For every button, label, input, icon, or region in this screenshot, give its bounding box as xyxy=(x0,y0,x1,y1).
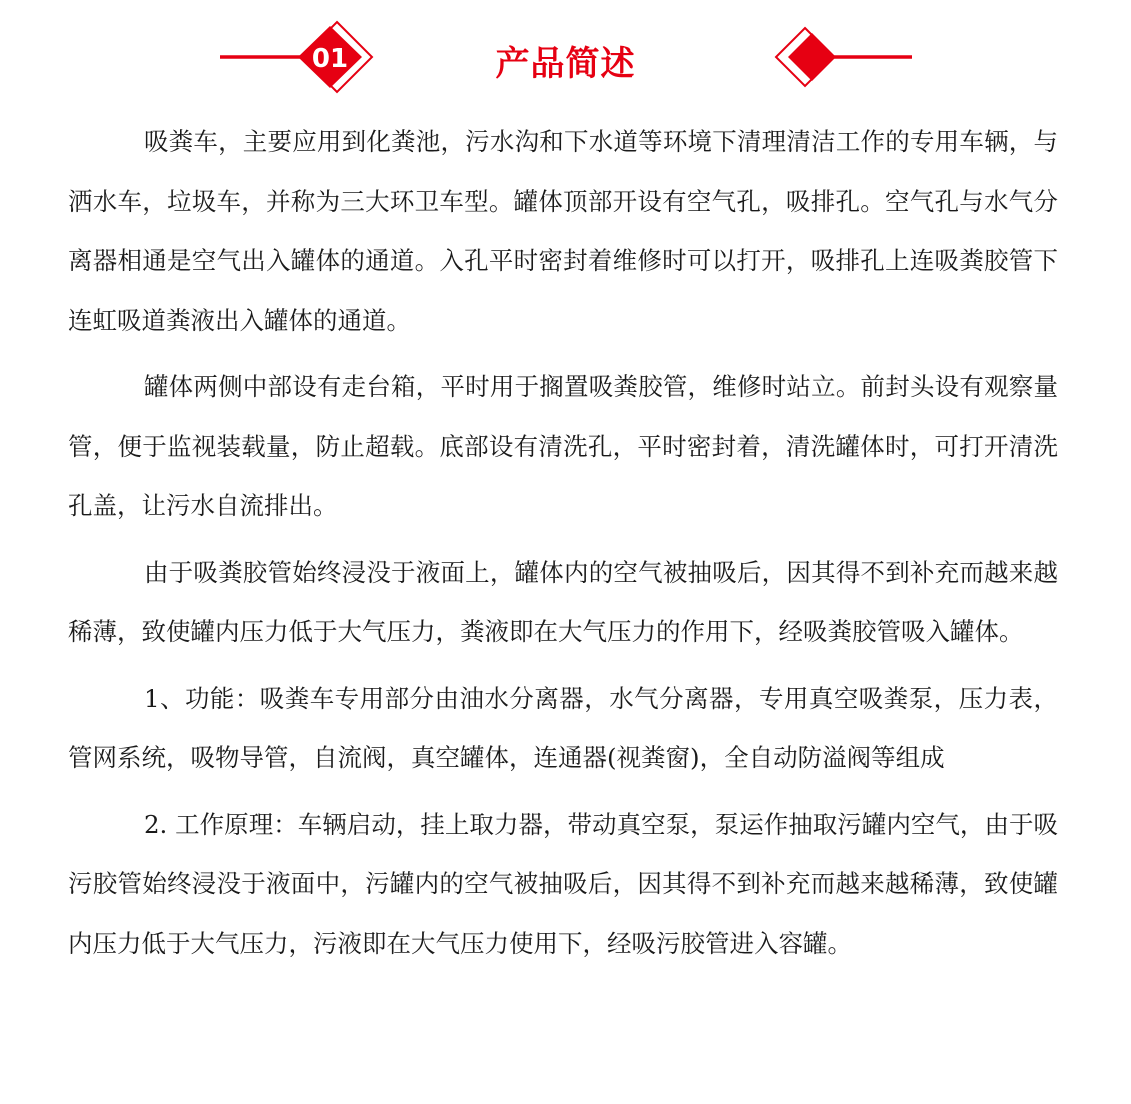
document-body xyxy=(68,112,1058,980)
paragraph-working-principle: 2. 工作原理：车辆启动，挂上取力器，带动真空泵，泵运作抽取污罐内空气，由于吸污胶管始终浸没于液面中，污罐内的空气被抽吸后，因其得不到补充而越来越稀薄，致使罐内压力低于大气压力，污液即在大气压力使用下，经吸污胶管进入容罐。 xyxy=(68,809,1058,958)
paragraph-tank-structure: 罐体两侧中部设有走台箱，平时用于搁置吸粪胶管，维修时站立。前封头设有观察量管，便于监视装载量，防止超载。底部设有清洗孔，平时密封着，清洗罐体时，可打开清洗孔盖，让污水自流排出。 xyxy=(68,372,1058,520)
paragraph-suction-principle: 由于吸粪胶管始终浸没于液面上，罐体内的空气被抽吸后，因其得不到补充而越来越稀薄，致使罐内压力低于大气压力，粪液即在大气压力的作用下，经吸粪胶管吸入罐体。 xyxy=(68,557,1058,646)
page-title: 产品简述 xyxy=(495,44,636,84)
paragraph-function: 1、功能：吸粪车专用部分由油水分离器，水气分离器，专用真空吸粪泵，压力表，管网系统，吸物导管，自流阀，真空罐体，连通器(视粪窗)，全自动防溢阀等组成 xyxy=(68,683,1058,772)
section-number: 01 xyxy=(311,44,349,74)
paragraph-intro: 吸粪车，主要应用到化粪池，污水沟和下水道等环境下清理清洁工作的专用车辆，与洒水车，垃圾车，并称为三大环卫车型。罐体顶部开设有空气孔，吸排孔。空气孔与水气分离器相通是空气出入罐体的通道。入孔平时密封着维修时可以打开，吸排孔上连吸粪胶管下连虹吸道粪液出入罐体的通道。 xyxy=(68,127,1058,335)
section-header xyxy=(0,0,1131,110)
